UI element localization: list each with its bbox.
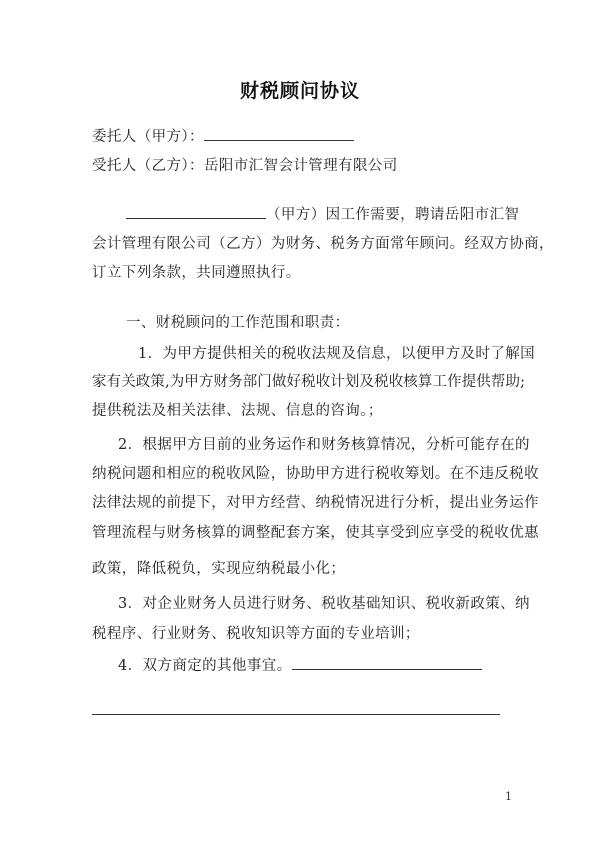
item-2-line-1: 2．根据甲方目前的业务运作和财务核算情况，分析可能存在的 bbox=[118, 437, 530, 453]
item-2-line-4: 管理流程与财务核算的调整配套方案，使其享受到应享受的税收优惠 bbox=[92, 525, 539, 541]
item-2-line-5: 政策，降低税负，实现应纳税最小化； bbox=[92, 561, 346, 577]
intro-party-blank[interactable] bbox=[126, 204, 266, 219]
document-title: 财税顾问协议 bbox=[239, 80, 360, 102]
section-1-heading: 一、财税顾问的工作范围和职责： bbox=[126, 315, 350, 331]
item-1-line-3: 提供税法及相关法律、法规、信息的咨询。； bbox=[92, 403, 383, 419]
additional-terms-blank-line[interactable] bbox=[92, 714, 500, 715]
party-b-line bbox=[92, 156, 398, 176]
party-a-blank[interactable] bbox=[204, 126, 354, 141]
item-1-line-2: 家有关政策,为甲方财务部门做好税收计划及税收核算工作提供帮助; bbox=[92, 374, 526, 390]
item-3-line-1: 3．对企业财务人员进行财务、税收基础知识、税收新政策、纳 bbox=[118, 596, 530, 612]
page-number: 1 bbox=[505, 790, 512, 803]
item-4-line bbox=[118, 655, 482, 676]
party-b-label: 受托人（乙方）： bbox=[92, 158, 204, 174]
item-2-line-3: 法律法规的前提下，对甲方经营、纳税情况进行分析，提出业务运作 bbox=[92, 495, 539, 511]
intro-line-3: 订立下列条款，共同遵照执行。 bbox=[92, 265, 301, 281]
item-1-line-1: 1．为甲方提供相关的税收法规及信息，以便甲方及时了解国 bbox=[138, 346, 536, 362]
item-3-line-2: 税程序、行业财务、税收知识等方面的专业培训； bbox=[92, 626, 420, 642]
party-a-line bbox=[92, 126, 354, 147]
item-4-text: 4．双方商定的其他事宜。 bbox=[118, 658, 292, 674]
intro-line-2: 会计管理有限公司（乙方）为财务、税务方面常年顾问。经双方协商， bbox=[92, 236, 554, 252]
party-a-label: 委托人（甲方）： bbox=[92, 129, 204, 145]
item-2-line-2: 纳税问题和相应的税收风险，协助甲方进行税收筹划。在不违反税收 bbox=[92, 466, 539, 482]
intro-line-1 bbox=[126, 204, 519, 225]
intro-line-1-text: （甲方）因工作需要，聘请岳阳市汇智 bbox=[266, 207, 520, 223]
item-4-blank[interactable] bbox=[292, 655, 482, 670]
party-b-name: 岳阳市汇智会计管理有限公司 bbox=[203, 158, 398, 174]
